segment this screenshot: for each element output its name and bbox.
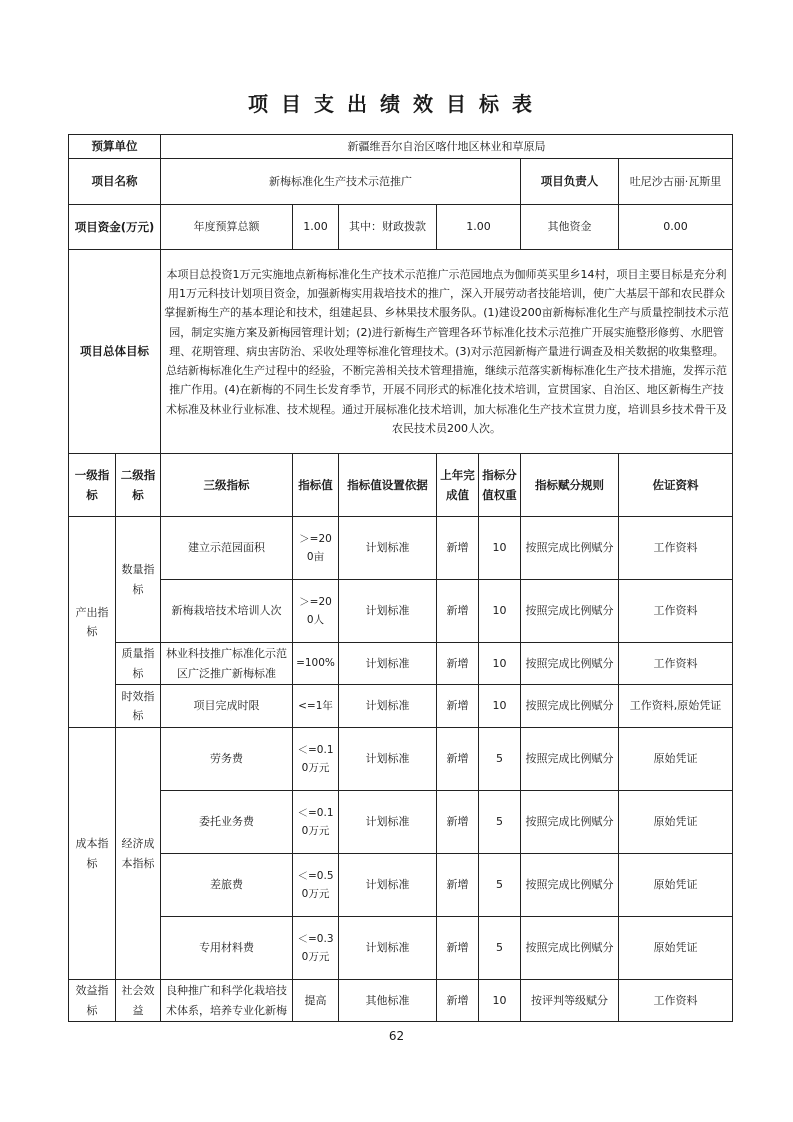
indicator-rule: 按照完成比例赋分 [521,854,619,917]
group-timeliness: 时效指标 [116,685,161,728]
annual-budget-label: 年度预算总额 [161,205,293,250]
table-row [69,685,733,728]
other-funds-label: 其他资金 [521,205,619,250]
indicator-value: ＜=0.50万元 [293,854,339,917]
other-funds-value: 0.00 [619,205,733,250]
col-header-evidence: 佐证资料 [619,454,733,517]
table-row [69,917,733,980]
indicator-name: 新梅栽培技术培训人次 [161,580,293,643]
table-row [69,854,733,917]
fiscal-value: 1.00 [437,205,521,250]
indicator-basis: 计划标准 [339,854,437,917]
indicator-prev: 新增 [437,728,479,791]
col-header-basis: 指标值设置依据 [339,454,437,517]
indicator-basis: 其他标准 [339,980,437,1022]
indicator-value: ＜=0.10万元 [293,728,339,791]
indicator-basis: 计划标准 [339,643,437,685]
indicator-rule: 按评判等级赋分 [521,980,619,1022]
indicator-evidence: 工作资料,原始凭证 [619,685,733,728]
indicator-value: 提高 [293,980,339,1022]
indicator-basis: 计划标准 [339,791,437,854]
indicator-weight: 10 [479,517,521,580]
table-row [69,643,733,685]
indicator-prev: 新增 [437,580,479,643]
indicator-value: ＜=0.30万元 [293,917,339,980]
indicator-weight: 10 [479,980,521,1022]
table-row [69,980,733,1022]
indicator-weight: 5 [479,854,521,917]
col-header-level3: 三级指标 [161,454,293,517]
indicator-prev: 新增 [437,685,479,728]
col-header-value: 指标值 [293,454,339,517]
col-header-prev: 上年完成值 [437,454,479,517]
indicator-prev: 新增 [437,643,479,685]
indicator-rule: 按照完成比例赋分 [521,517,619,580]
annual-budget-value: 1.00 [293,205,339,250]
indicator-evidence: 工作资料 [619,580,733,643]
indicator-evidence: 工作资料 [619,643,733,685]
indicator-rule: 按照完成比例赋分 [521,791,619,854]
group-social-benefit: 社会效益 [116,980,161,1022]
overall-goal-text: 本项目总投资1万元实施地点新梅标准化生产技术示范推广示范园地点为伽师英买里乡14村，项目主要目标是充分利用1万元科技计划项目资金，加强新梅实用栽培技术的推广，深入开展劳动者技能培训，使广大基层干部和农民群众掌握新梅生产的基本理论和技术，组建起县、乡林果技术服务队。(1)建设200亩新梅标准化生产与质量控制技术示范园，制定实施方案及新梅园管理计划；(2)进行新梅生产管理各环节标准化技术示范推广开展实施整形修剪、水肥管理、花期管理、病虫害防治、采收处理等标准化管理技术。(3)对示范园新梅产量进行调查及相关数据的收集整理。总结新梅标准化生产过程中的经验，不断完善相关技术管理措施，继续示范落实新梅标准化生产技术措施，发挥示范推广作用。(4)在新梅的不同生长发育季节，开展不同形式的标准化技术培训，宣贯国家、自治区、地区新梅生产技术标准及林业行业标准、技术规程。通过开展标准化技术培训，加大标准化生产技术宣贯力度，培训县乡技术骨干及农民技术员200人次。 [161,250,733,454]
leader-value: 吐尼沙古丽·瓦斯里 [619,159,733,205]
indicator-name: 劳务费 [161,728,293,791]
group-cost: 成本指标 [69,728,116,980]
unit-value: 新疆维吾尔自治区喀什地区林业和草原局 [161,135,733,159]
indicator-value: <=1年 [293,685,339,728]
page-title: 项目支出绩效目标表 [248,92,545,116]
col-header-level1: 一级指标 [69,454,116,517]
indicator-rule: 按照完成比例赋分 [521,728,619,791]
col-header-weight: 指标分值权重 [479,454,521,517]
table-row [69,580,733,643]
group-quantity: 数量指标 [116,517,161,643]
table-row [69,728,733,791]
col-header-level2: 二级指标 [116,454,161,517]
indicator-weight: 5 [479,728,521,791]
indicator-evidence: 工作资料 [619,980,733,1022]
project-name-value: 新梅标准化生产技术示范推广 [161,159,521,205]
table-row [69,791,733,854]
indicator-basis: 计划标准 [339,685,437,728]
indicator-value: ＞=200亩 [293,517,339,580]
group-benefit: 效益指标 [69,980,116,1022]
indicator-evidence: 工作资料 [619,517,733,580]
indicator-prev: 新增 [437,980,479,1022]
group-output: 产出指标 [69,517,116,728]
group-economic-cost: 经济成本指标 [116,728,161,980]
indicator-weight: 10 [479,580,521,643]
indicator-value: ＞=200人 [293,580,339,643]
indicator-rule: 按照完成比例赋分 [521,917,619,980]
indicator-name: 委托业务费 [161,791,293,854]
indicator-evidence: 原始凭证 [619,728,733,791]
group-quality: 质量指标 [116,643,161,685]
funds-label: 项目资金(万元) [69,205,161,250]
overall-goal-label: 项目总体目标 [69,250,161,454]
indicator-prev: 新增 [437,854,479,917]
indicator-basis: 计划标准 [339,728,437,791]
unit-label: 预算单位 [69,135,161,159]
indicator-rule: 按照完成比例赋分 [521,580,619,643]
leader-label: 项目负责人 [521,159,619,205]
indicator-rule: 按照完成比例赋分 [521,643,619,685]
indicator-name: 差旅费 [161,854,293,917]
indicator-basis: 计划标准 [339,917,437,980]
table-row [69,517,733,580]
indicator-name: 专用材料费 [161,917,293,980]
indicator-name: 建立示范园面积 [161,517,293,580]
col-header-rule: 指标赋分规则 [521,454,619,517]
indicator-weight: 10 [479,643,521,685]
indicator-value: ＜=0.10万元 [293,791,339,854]
page-number: 62 [388,1029,405,1043]
indicator-prev: 新增 [437,917,479,980]
indicator-evidence: 原始凭证 [619,791,733,854]
indicator-prev: 新增 [437,791,479,854]
indicator-weight: 5 [479,791,521,854]
indicator-value: =100% [293,643,339,685]
indicator-rule: 按照完成比例赋分 [521,685,619,728]
indicator-name: 林业科技推广标准化示范区广泛推广新梅标准 [161,643,293,685]
performance-table [68,134,733,1022]
fiscal-label: 其中：财政拨款 [339,205,437,250]
indicator-name: 项目完成时限 [161,685,293,728]
indicator-prev: 新增 [437,517,479,580]
indicator-basis: 计划标准 [339,580,437,643]
indicator-name: 良种推广和科学化栽培技术体系，培养专业化新梅 [161,980,293,1022]
indicator-evidence: 原始凭证 [619,854,733,917]
indicator-weight: 5 [479,917,521,980]
indicator-evidence: 原始凭证 [619,917,733,980]
project-name-label: 项目名称 [69,159,161,205]
indicator-weight: 10 [479,685,521,728]
indicator-basis: 计划标准 [339,517,437,580]
